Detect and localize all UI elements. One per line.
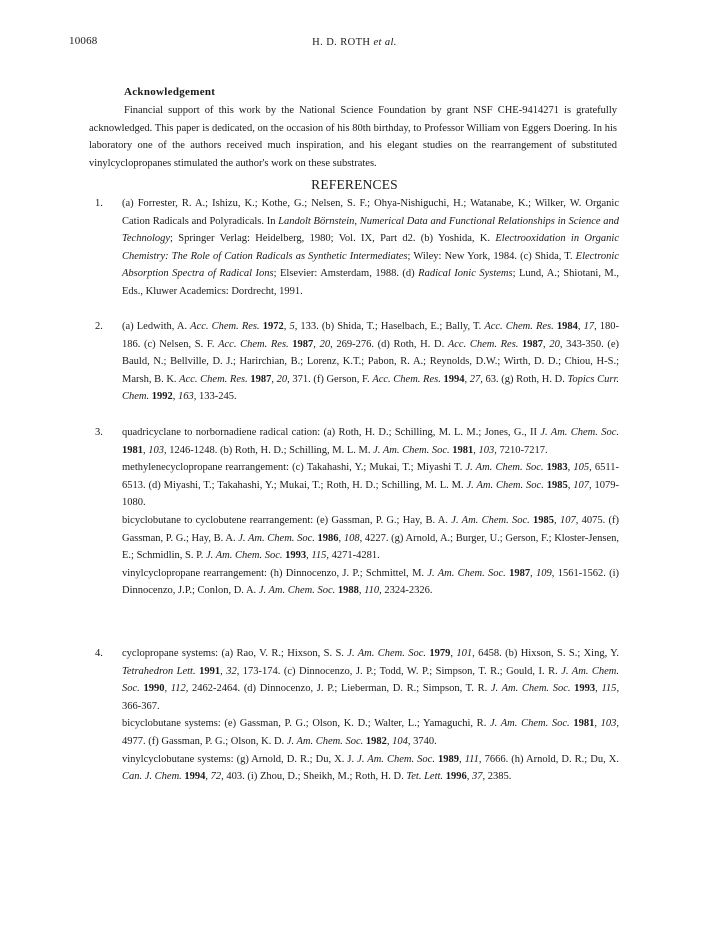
reference-subsection: cyclopropane systems: (a) Rao, V. R.; Hixson, S. S. J. Am. Chem. Soc. 1979, 101, 6458. (b) Hixson, S. S.; Xing, Y. Tetrahedron Lett. 1991, 32, 173-174. (c) Dinnocenzo, J. P.; Todd, W. P.; Simpson, T. R.; Gould, I. R. J. Am. Chem. Soc. 1990, 112, 2462-2464. (d) Dinnocenzo, J. P.; Lieberman, D. R.; Simpson, T. R. J. Am. Chem. Soc. 1993, 115, 366-367. xyxy=(122,648,620,712)
reference-subsection: vinylcyclopropane rearrangement: (h) Dinnocenzo, J. P.; Schmittel, M. J. Am. Chem. Soc. 1987, 109, 1561-1562. (i) Dinnocenzo, J.P.; Conlon, D. A. J. Am. Chem. Soc. 1988, 110, 2324-2326. xyxy=(122,567,620,597)
page-number: 10068 xyxy=(69,35,98,47)
references-heading: REFERENCES xyxy=(311,177,398,192)
reference-subsection: quadricyclane to norbornadiene radical cation: (a) Roth, H. D.; Schilling, M. L. M.; Jones, G., II J. Am. Chem. Soc. 1981, 103, 1246-1248. (b) Roth, H. D.; Schilling, M. L. M. J. Am. Chem. Soc. 1981, 103, 7210-7217. xyxy=(122,427,619,456)
reference-subsection: bicyclobutane systems: (e) Gassman, P. G.; Olson, K. D.; Walter, L.; Yamaguchi, R. J. Am. Chem. Soc. 1981, 103, 4977. (f) Gassman, P. G.; Olson, K. D. J. Am. Chem. Soc. 1982, 104, 3740. xyxy=(122,718,620,747)
reference-text xyxy=(122,645,619,786)
reference-subsection: methylenecyclopropane rearrangement: (c) Takahashi, Y.; Mukai, T.; Miyashi T. J. Am. Chem. Soc. 1983, 105, 6511-6513. (d) Miyashi, T.; Takahashi, Y.; Mukai, T.; Roth, H. D.; Schilling, M. L. M. J. Am. Chem. Soc. 1985, 107, 1079-1080. xyxy=(122,462,620,509)
reference-number: 2. xyxy=(95,321,103,332)
reference-item-3 xyxy=(89,424,619,600)
running-head xyxy=(0,37,709,48)
reference-text: (a) Forrester, R. A.; Ishizu, K.; Kothe, G.; Nelsen, S. F.; Ohya-Nishiguchi, H.; Watanabe, K.; Wilker, W. Organic Cation Radicals and Polyradicals. In Landolt Börnstein, Numerical Data and Functional Relationships in Science and Technology; Springer Verlag: Heidelberg, 1980; Vol. IX, Part d2. (b) Yoshida, K. Electrooxidation in Organic Chemistry: The Role of Cation Radicals as Synthetic Intermediates; Wiley: New York, 1984. (c) Shida, T. Electronic Absorption Spectra of Radical Ions; Elsevier: Amsterdam, 1988. (d) Radical Ionic Systems; Lund, A.; Shiotani, M., Eds., Kluwer Academics: Dordrecht, 1991. xyxy=(122,198,620,297)
reference-subsection: vinylcyclobutane systems: (g) Arnold, D. R.; Du, X. J. J. Am. Chem. Soc. 1989, 111, 7666. (h) Arnold, D. R.; Du, X. Can. J. Chem. 1994, 72, 403. (i) Zhou, D.; Sheikh, M.; Roth, H. D. Tet. Lett. 1996, 37, 2385. xyxy=(122,753,620,783)
reference-item-1 xyxy=(89,195,619,301)
acknowledgement-heading: Acknowledgement xyxy=(124,86,216,98)
acknowledgement-body: Financial support of this work by the National Science Foundation by grant NSF CHE-9414271 is gratefully acknowledged. This paper is dedicated, on the occasion of his 80th birthday, to Professor William von Eggers Doering. In his laboratory one of the authors received much inspiration, and his elegant studies on the rearrangement of substituted vinylcyclopropanes stimulated the author's work on these substrates. xyxy=(89,105,617,169)
reference-text: (a) Ledwith, A. Acc. Chem. Res. 1972, 5, 133. (b) Shida, T.; Haselbach, E.; Bally, T. Acc. Chem. Res. 1984, 17, 180-186. (c) Nelsen, S. F. Acc. Chem. Res. 1987, 20, 269-276. (d) Roth, H. D. Acc. Chem. Res. 1987, 20, 343-350. (e) Bauld, N.; Bellville, D. J.; Harirchian, B.; Lorenz, K.T.; Pabon, R. A.; Reynolds, D.W.; Wirth, D. D.; Chiou, H-S.; Marsh, B. K. Acc. Chem. Res. 1987, 20, 371. (f) Gerson, F. Acc. Chem. Res. 1994, 27, 63. (g) Roth, H. D. Topics Curr. Chem. 1992, 163, 133-245. xyxy=(122,321,620,403)
reference-number: 4. xyxy=(95,648,103,659)
reference-item-4 xyxy=(89,645,619,786)
reference-number: 1. xyxy=(95,198,103,209)
reference-item-2 xyxy=(89,318,619,406)
reference-subsection: bicyclobutane to cyclobutene rearrangement: (e) Gassman, P. G.; Hay, B. A. J. Am. Chem. Soc. 1985, 107, 4075. (f) Gassman, P. G.; Hay, B. A. J. Am. Chem. Soc. 1986, 108, 4227. (g) Arnold, A.; Burger, U.; Gerson, F.; Kloster-Jensen, E.; Schmidlin, S. P. J. Am. Chem. Soc. 1993, 115, 4271-4281. xyxy=(122,514,620,562)
reference-text xyxy=(122,424,619,600)
reference-number: 3. xyxy=(95,427,103,438)
running-head-author: H. D. ROTH xyxy=(312,37,371,48)
running-head-etal: et al. xyxy=(373,37,397,48)
